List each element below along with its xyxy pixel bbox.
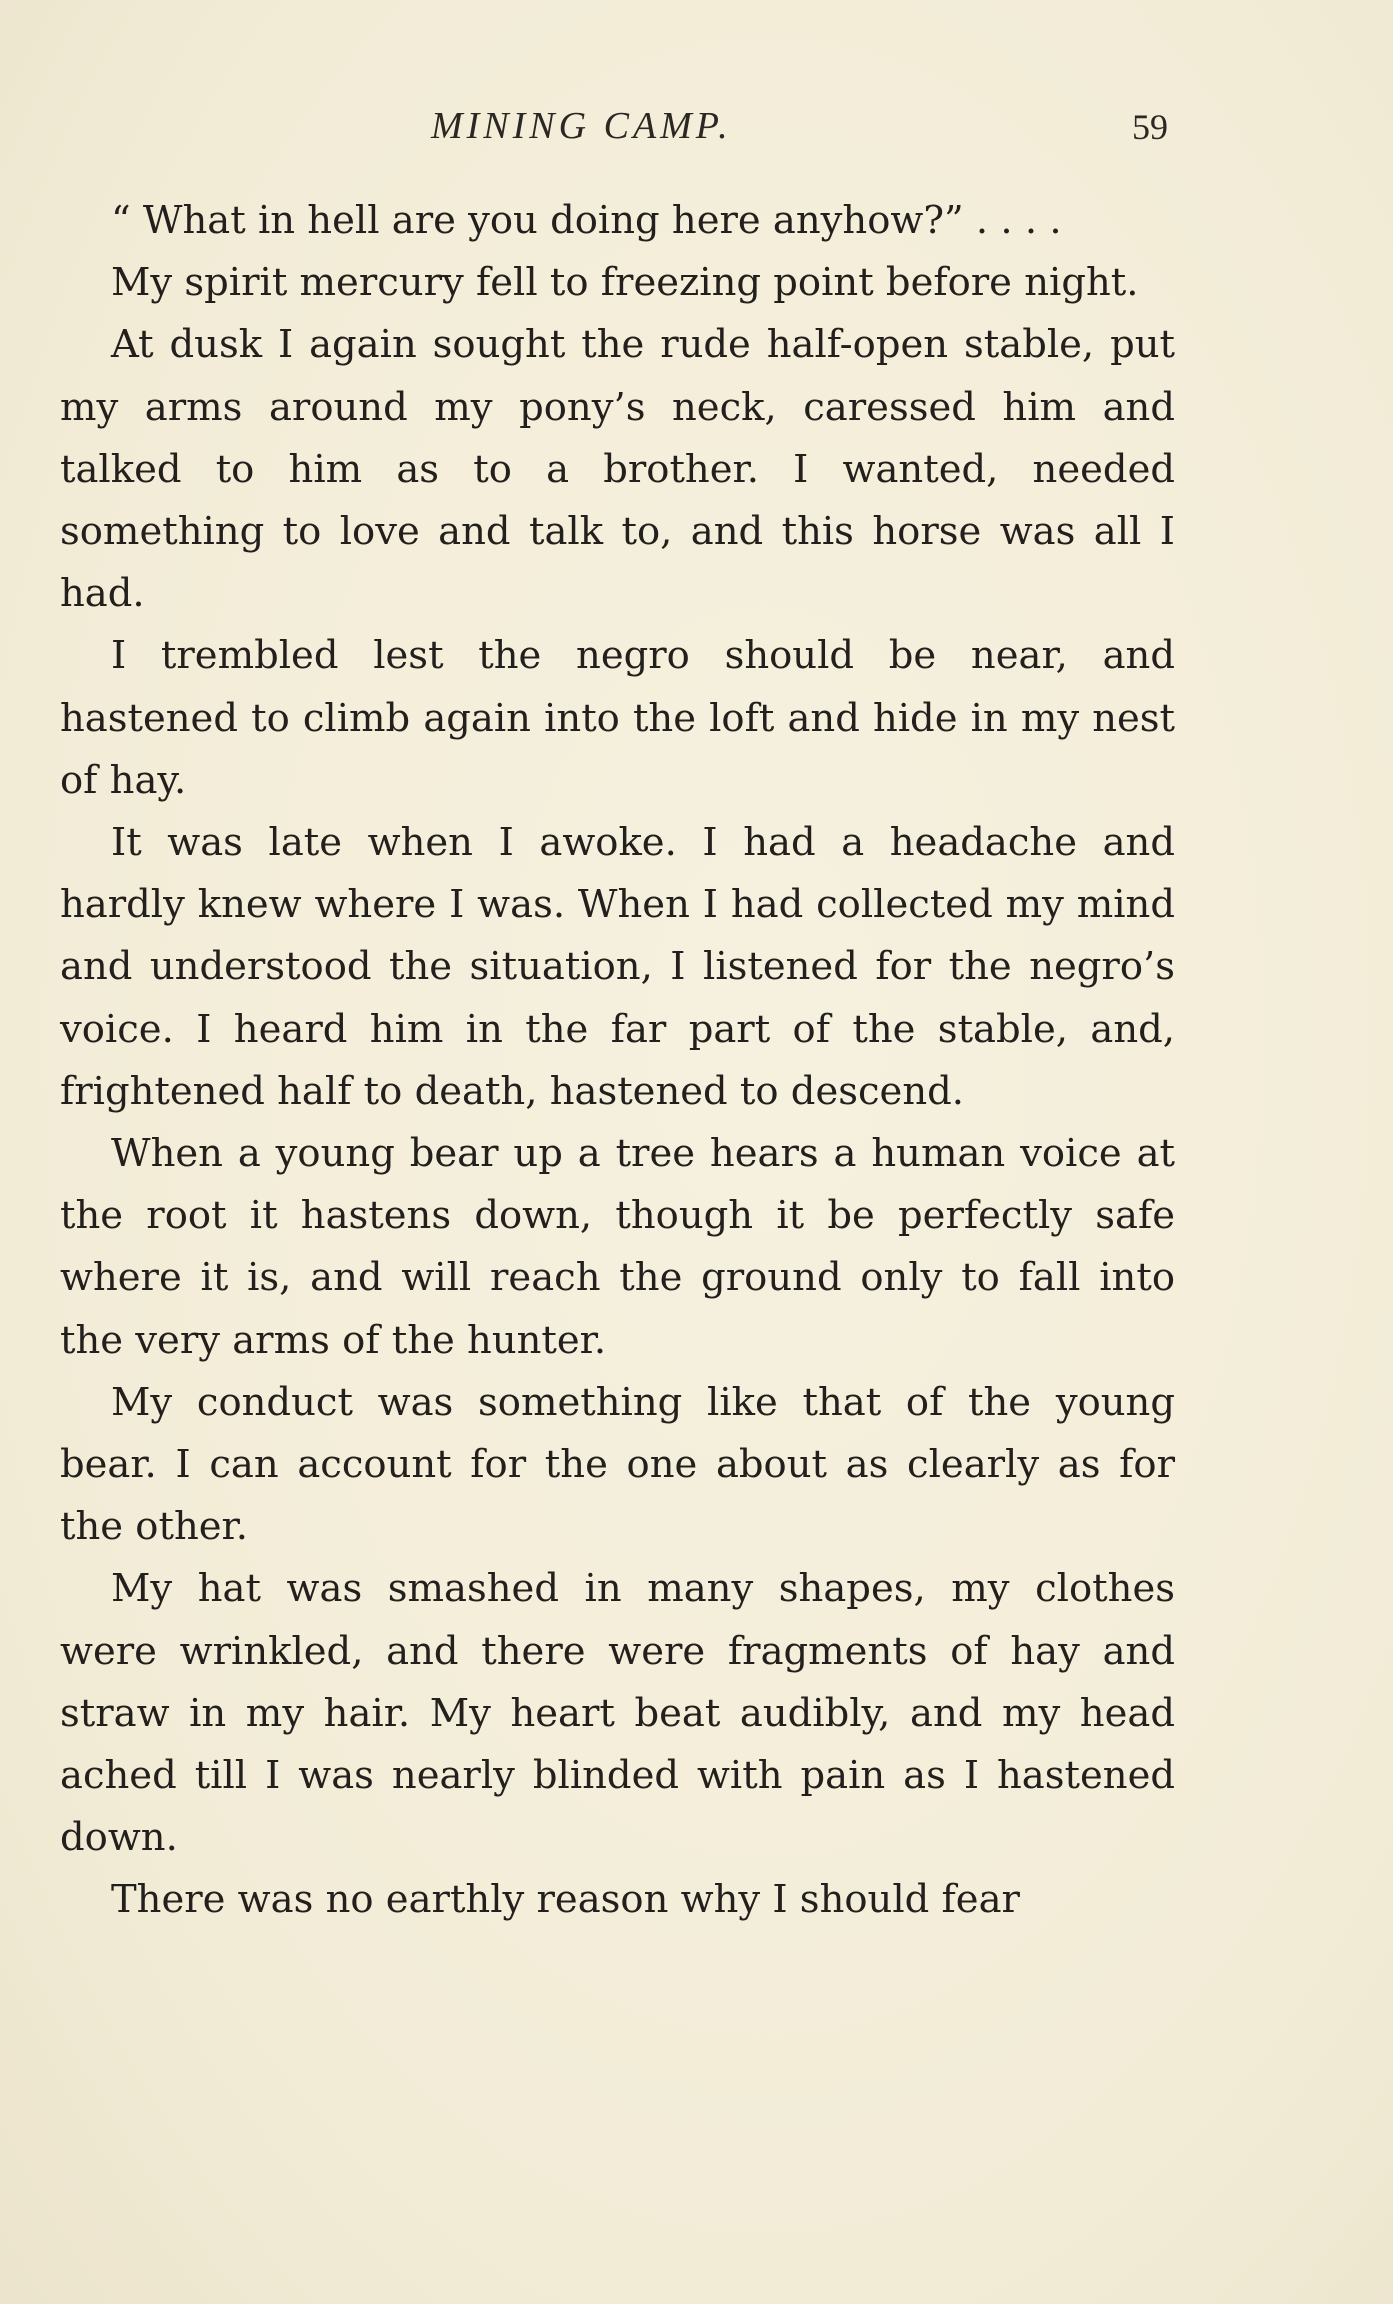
paragraph: My conduct was something like that of the young bear. I can account for the one about as clearly as for the other. xyxy=(60,1379,1175,1550)
running-head xyxy=(0,104,1393,154)
page-number: 59 xyxy=(1132,107,1168,147)
paragraph: My spirit mercury fell to freezing point before night. xyxy=(111,260,1139,306)
paragraph: It was late when I awoke. I had a headache and hardly knew where I was. When I had collected my mind and understood the situation, I listened for the negro’s voice. I heard him in the far part of the stable, and, frightened half to death, hastened to descend. xyxy=(60,820,1175,1114)
paragraph: My hat was smashed in many shapes, my clothes were wrinkled, and there were fragments of hay and straw in my hair. My heart beat audibly, and my head ached till I was nearly blinded with pain as I hastened down. xyxy=(60,1566,1175,1861)
running-title: MINING CAMP. xyxy=(431,105,732,147)
paragraph: There was no earthly reason why I should fear xyxy=(111,1877,1020,1923)
paragraph: I trembled lest the negro should be near, and hastened to climb again into the loft and hide in my nest of hay. xyxy=(60,633,1175,803)
paragraph: When a young bear up a tree hears a human voice at the root it hastens down, though it be perfectly safe where it is, and will reach the ground only to fall into the very arms of the hunter. xyxy=(60,1131,1175,1363)
body-text xyxy=(60,190,1175,1932)
paragraph: “ What in hell are you doing here anyhow?” . . . . xyxy=(111,198,1062,243)
paragraph: At dusk I again sought the rude half-open stable, put my arms around my pony’s neck, caressed him and talked to him as to a brother. I wanted, needed something to love and talk to, and this horse was all I had. xyxy=(60,322,1175,617)
